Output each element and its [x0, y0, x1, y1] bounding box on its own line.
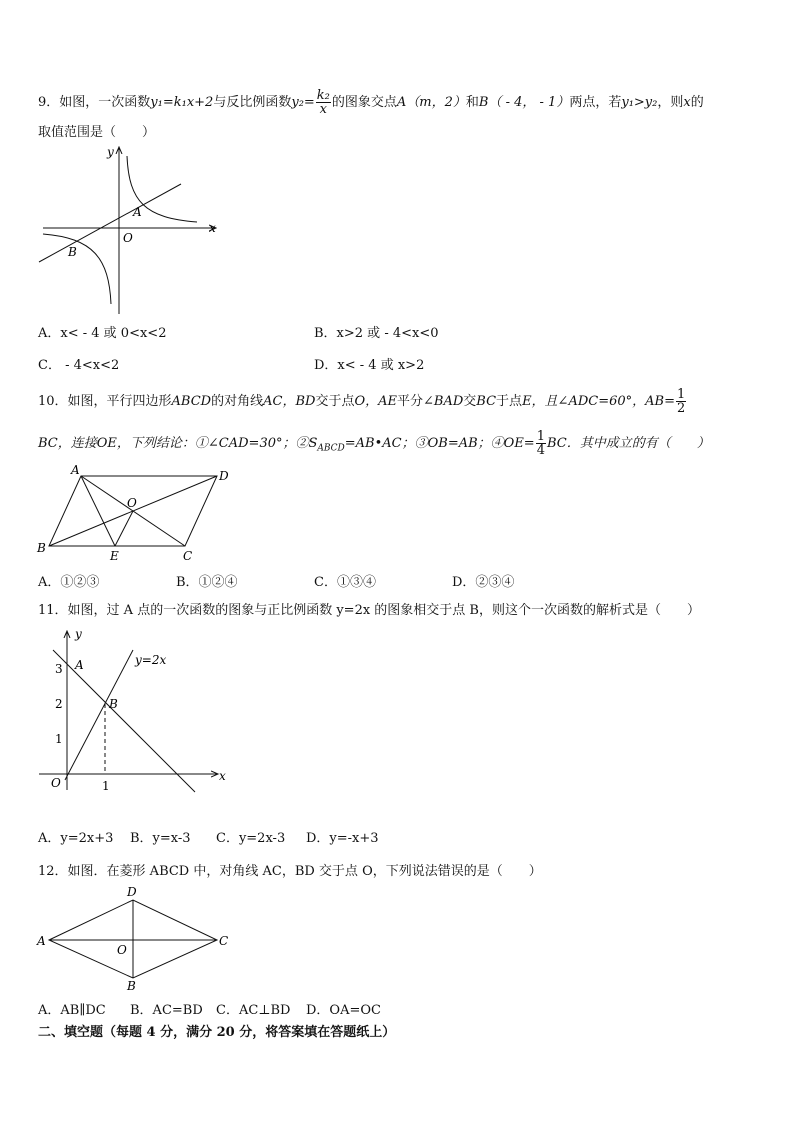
q11-option-b[interactable]: B．y=x-3 [130, 831, 191, 846]
q11-label-y: y [75, 627, 82, 641]
q12-label-a: A [37, 934, 46, 948]
q11-option-d[interactable]: D．y=-x+3 [306, 831, 379, 846]
q9-text: ，则 [657, 95, 684, 110]
q9-label-b: B [68, 245, 77, 259]
q9-linear-graph [39, 184, 181, 262]
q10-text: 平分∠ [397, 394, 434, 409]
q10-text: 10．如图，平行四边形 [38, 394, 172, 409]
q10-text: BAD [433, 394, 464, 409]
q10-option-a[interactable]: A．①②③ [38, 575, 100, 590]
q9-option-a[interactable]: A．x< - 4 或 0<x<2 [38, 326, 167, 341]
q12-label-d: D [127, 885, 137, 899]
q10-label-b: B [37, 541, 46, 555]
q10-label-a: A [71, 463, 80, 477]
q9-var: x [683, 95, 691, 110]
q9-y1-expression: y₁=k₁x+2 [150, 95, 214, 110]
q10-label-d: D [219, 469, 229, 483]
q9-text: 和 [465, 95, 479, 110]
q10-segment-oe [115, 511, 133, 546]
section-2-heading: 二、填空题（每题 4 分，满分 20 分，将答案填在答题纸上） [38, 1025, 396, 1040]
q10-text: =AB•AC；③OB=AB；④OE= [344, 436, 535, 451]
q9-option-c[interactable]: C． - 4<x<2 [38, 358, 120, 373]
q12-figure [35, 882, 235, 992]
q9-label-a: A [133, 205, 142, 219]
q9-text: 的图象交点 [331, 95, 397, 110]
q10-option-c[interactable]: C．①③④ [314, 575, 376, 590]
q9-label-x: x [209, 221, 216, 235]
q11-option-c[interactable]: C．y=2x-3 [216, 831, 286, 846]
q9-label-y: y [107, 145, 114, 159]
q10-text: O，AE [354, 394, 397, 409]
q9-frac-den: x [319, 102, 328, 117]
q9-figure [35, 142, 225, 314]
q9-hyperbola-branch-2 [43, 234, 111, 304]
q10-text: BC．其中成立的有（ ） [547, 436, 710, 451]
q10-text: 的对角线 [211, 394, 264, 409]
q11-stem: 11．如图，过 A 点的一次函数的图象与正比例函数 y=2x 的图象相交于点 B，则这个一次函数的解析式是（ ） [38, 603, 700, 618]
q11-tick-3: 3 [55, 662, 63, 676]
q10-frac-den: 4 [536, 443, 545, 458]
q10-option-d[interactable]: D．②③④ [452, 575, 515, 590]
q9-frac-num: k₂ [316, 88, 330, 103]
q10-quarter-fraction [536, 430, 546, 457]
q12-option-d[interactable]: D．OA=OC [306, 1003, 381, 1018]
q10-option-b[interactable]: B．①②④ [176, 575, 238, 590]
q9-condition: y₁>y₂ [621, 95, 658, 110]
q10-label-c: C [183, 549, 193, 562]
q10-text: ABCD [171, 394, 212, 409]
q10-frac-num: 1 [676, 387, 686, 402]
q12-label-b: B [127, 979, 136, 992]
q10-text: E，且∠ADC=60°，AB= [522, 394, 675, 409]
q10-text: AC，BD [263, 394, 316, 409]
q9-text: 的 [690, 95, 704, 110]
q9-text: 两点，若 [569, 95, 622, 110]
q12-option-b[interactable]: B．AC=BD [130, 1003, 203, 1018]
q9-y2-label: y₂= [291, 95, 315, 110]
q9-stem-line2: 取值范围是（ ） [38, 125, 156, 140]
q10-frac-num: 1 [536, 429, 545, 444]
q10-text: 于点 [496, 394, 523, 409]
q11-tick-1: 1 [55, 732, 63, 746]
q10-text: 交 [463, 394, 477, 409]
q11-label-line: y=2x [135, 653, 167, 667]
q9-point-b: B（ - 4， - 1） [478, 95, 570, 110]
q11-label-o: O [51, 776, 61, 790]
q10-text: BC [476, 394, 497, 409]
q9-point-a: A（m，2） [396, 95, 466, 110]
q11-label-x: x [219, 769, 226, 783]
q9-option-b[interactable]: B．x>2 或 - 4<x<0 [314, 326, 439, 341]
q10-half-fraction [676, 388, 686, 415]
q11-label-a: A [75, 658, 84, 672]
q11-figure [35, 624, 235, 796]
q10-frac-den: 2 [676, 401, 686, 416]
q10-text: BC，连接 [38, 436, 97, 451]
q10-figure [35, 462, 235, 562]
q12-option-a[interactable]: A．AB∥DC [38, 1003, 106, 1018]
q10-stem-line2 [38, 430, 710, 458]
q9-fraction [316, 89, 331, 116]
q12-label-o: O [117, 943, 127, 957]
q9-text: 与反比例函数 [213, 95, 292, 110]
q9-text: 9．如图，一次函数 [38, 95, 151, 110]
q12-label-c: C [219, 934, 229, 948]
q10-label-o: O [127, 496, 137, 510]
q10-stem-line1 [38, 388, 687, 415]
q10-text: OE，下列结论：①∠CAD=30°；②S [96, 436, 318, 451]
q10-text: 交于点 [315, 394, 355, 409]
q11-option-a[interactable]: A．y=2x+3 [38, 831, 114, 846]
q11-tick-x1: 1 [102, 779, 110, 793]
q9-option-d[interactable]: D．x< - 4 或 x>2 [314, 358, 425, 373]
q11-tick-2: 2 [55, 697, 63, 711]
q12-option-c[interactable]: C．AC⊥BD [216, 1003, 291, 1018]
q11-label-b: B [109, 697, 118, 711]
q10-label-e: E [110, 549, 119, 562]
q10-segment-ae [81, 476, 115, 546]
q9-label-o: O [123, 231, 133, 245]
q10-subscript: ABCD [317, 443, 345, 454]
q12-stem: 12．如图．在菱形 ABCD 中，对角线 AC，BD 交于点 O，下列说法错误的是（ ） [38, 864, 542, 879]
q9-stem-line1 [38, 89, 704, 116]
